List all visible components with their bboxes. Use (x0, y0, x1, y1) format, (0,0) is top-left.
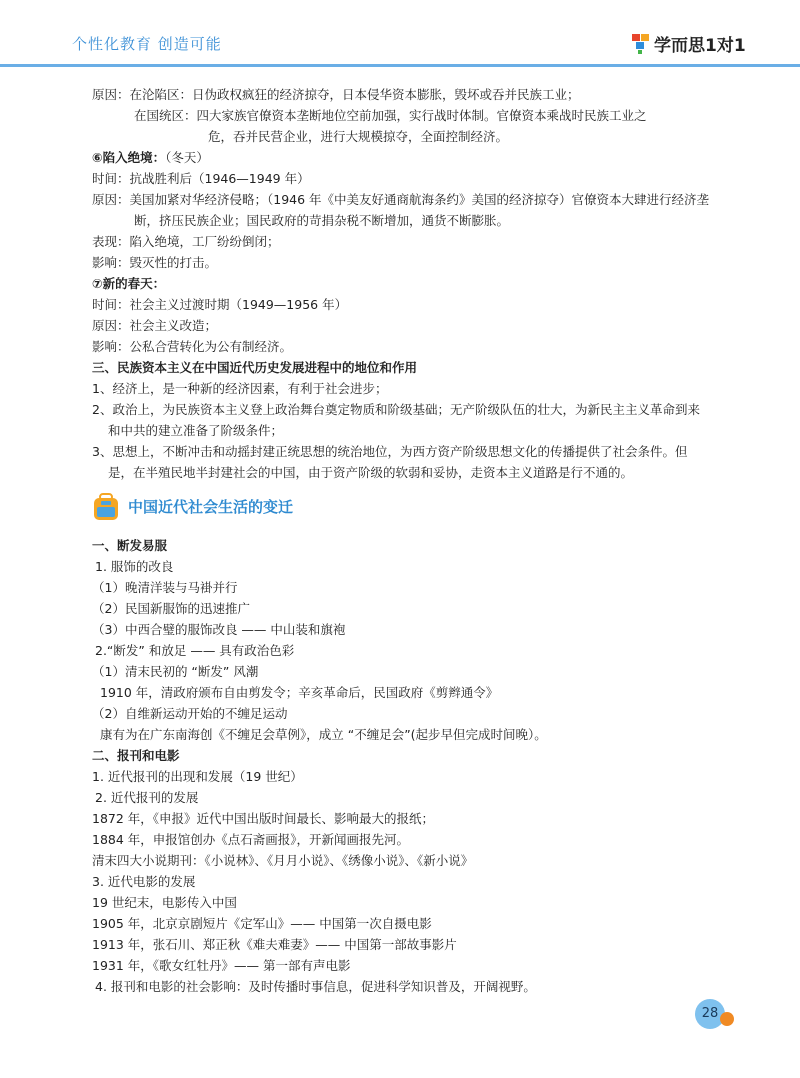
stage7-impact: 影响：公私合营转化为公有制经济。 (92, 339, 293, 354)
page-header (0, 0, 800, 66)
part2-line: （1）晚清洋装与马褂并行 (92, 580, 238, 595)
stage6-time: 时间：抗战胜利后（1946—1949 年） (92, 171, 310, 186)
puzzle-logo-icon (632, 32, 650, 54)
logo-text: 学而思1对1 (654, 35, 746, 56)
cause-line-kmt-cont: 危，吞并民营企业，进行大规模掠夺，全面控制经济。 (208, 129, 509, 144)
part2-line2: 1905 年，北京京剧短片《定军山》—— 中国第一次自摄电影 (92, 916, 432, 931)
stage7-time: 时间：社会主义过渡时期（1949—1956 年） (92, 297, 348, 312)
stage6-heading (92, 147, 712, 168)
part2-line2: 1. 近代报刊的出现和发展（19 世纪） (92, 769, 303, 784)
stage6-performance: 表现：陷入绝境，工厂纷纷倒闭； (92, 234, 280, 249)
cause-line-kmt: 在国统区：四大家族官僚资本垄断地位空前加强，实行战时体制。官僚资本乘战时民族工业之 (134, 108, 647, 123)
section-heading-text: 中国近代社会生活的变迁 (128, 497, 294, 516)
section3-title: 三、民族资本主义在中国近代历史发展进程中的地位和作用 (92, 360, 418, 375)
part2-line2: 1872 年，《申报》近代中国出版时间最长、影响最大的报纸； (92, 811, 435, 826)
part2-line2: 4. 报刊和电影的社会影响：及时传播时事信息，促进科学知识普及，开阔视野。 (95, 979, 536, 994)
school-bag-icon (92, 493, 120, 521)
part2-line: 2.“断发” 和放足 —— 具有政治色彩 (95, 643, 295, 658)
part2-line: （3）中西合璧的服饰改良 —— 中山装和旗袍 (92, 622, 346, 637)
stage6-impact: 影响：毁灭性的打击。 (92, 255, 218, 270)
document-body (92, 84, 712, 997)
stage7-title: ⑦新的春天： (92, 276, 166, 291)
part2-line2: 1931 年，《歌女红牡丹》—— 第一部有声电影 (92, 958, 351, 973)
part2-line: 康有为在广东南海创《不缠足会草例》，成立 “不缠足会”(起步早但完成时间晚）。 (100, 727, 547, 742)
part2-line2: 清末四大小说期刊：《小说林》、《月月小说》、《绣像小说》、《新小说》 (92, 853, 474, 868)
stage7-cause: 原因：社会主义改造； (92, 318, 218, 333)
part2-line2: 1913 年，张石川、郑正秋《难夫难妻》—— 中国第一部故事影片 (92, 937, 457, 952)
page-number-dot (720, 1012, 734, 1026)
header-divider (0, 64, 800, 67)
part2-heading-2: 二、报刊和电影 (92, 748, 180, 763)
brand-logo (632, 30, 746, 56)
part2-line: 1. 服饰的改良 (95, 559, 174, 574)
part2-line2: 2. 近代报刊的发展 (95, 790, 199, 805)
part2-line: （1）清末民初的 “断发” 风潮 (92, 664, 259, 679)
section-heading (92, 487, 712, 527)
part2-line: 1910 年，清政府颁布自由剪发令；辛亥革命后，民国政府《剪辫通令》 (100, 685, 499, 700)
section3-item-1: 1、经济上，是一种新的经济因素，有利于社会进步； (92, 381, 388, 396)
stage6-cause: 原因：美国加紧对华经济侵略；（1946 年《中美友好通商航海条约》美国的经济掠夺）官僚资本大肆进行经济垄断，挤压民族企业；国民政府的苛捐杂税不断增加，通货不断膨胀。 (92, 192, 710, 228)
section3-item-2: 2、政治上，为民族资本主义登上政治舞台奠定物质和阶级基础；无产阶级队伍的壮大，为新民主主义革命到来和中共的建立准备了阶级条件； (92, 402, 700, 438)
section3-item-3: 3、思想上，不断冲击和动摇封建正统思想的统治地位，为西方资产阶级思想文化的传播提供了社会条件。但是，在半殖民地半封建社会的中国，由于资产阶级的软弱和妥协，走资本主义道路是行不通的。 (92, 444, 688, 480)
part2-line2: 19 世纪末，电影传入中国 (92, 895, 237, 910)
part2-line: （2）民国新服饰的迅速推广 (92, 601, 250, 616)
page-number: 28 (695, 999, 725, 1029)
stage6-title: ⑥陷入绝境： (92, 150, 166, 165)
stage6-season: （冬天） (165, 150, 209, 165)
cause-line-occupied: 原因：在沦陷区：日伪政权疯狂的经济掠夺，日本侵华资本膨胀，毁坏或吞并民族工业； (92, 87, 580, 102)
header-slogan: 个性化教育 创造可能 (72, 35, 222, 53)
part2-line2: 3. 近代电影的发展 (92, 874, 196, 889)
part2-line2: 1884 年，申报馆创办《点石斋画报》，开新闻画报先河。 (92, 832, 410, 847)
part2-line: （2）自维新运动开始的不缠足运动 (92, 706, 288, 721)
part2-heading-1: 一、断发易服 (92, 538, 168, 553)
